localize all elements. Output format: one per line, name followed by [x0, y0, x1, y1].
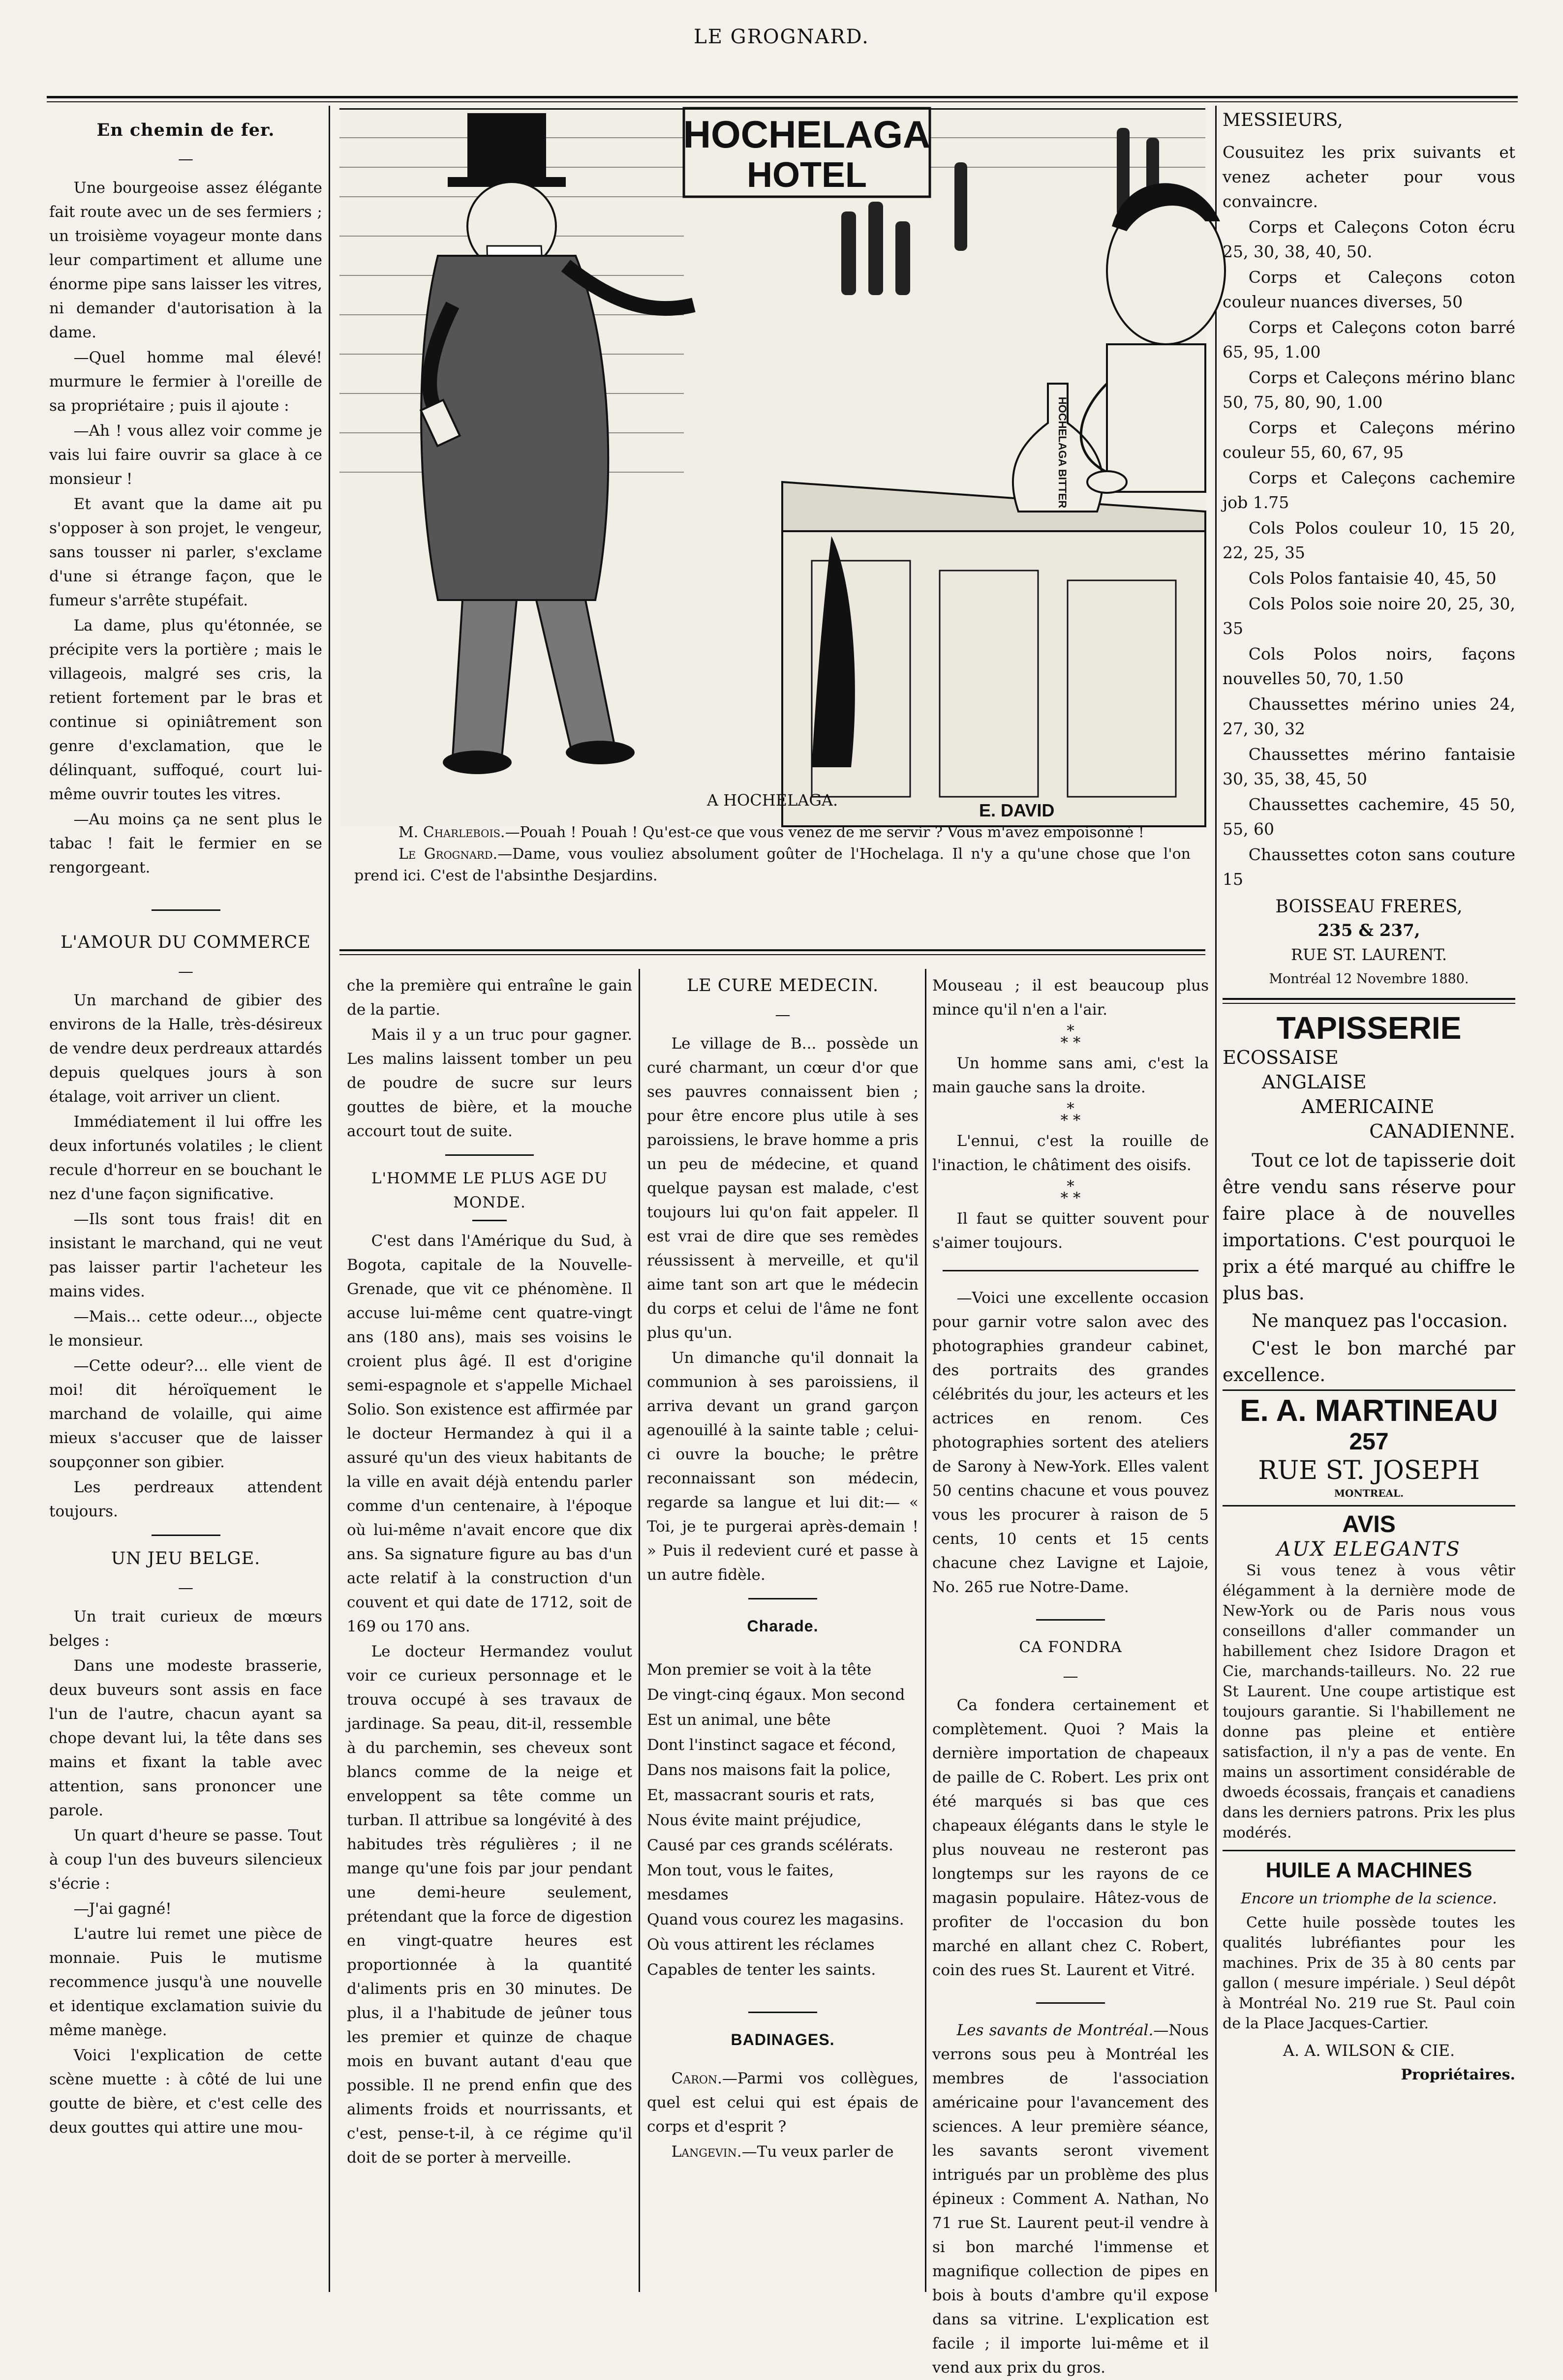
paragraph: —J'ai gagné!: [73, 1900, 172, 1918]
title-dash: —: [775, 1006, 791, 1024]
column-5: [1223, 108, 1515, 2287]
paragraph: Ca fondera certainement et complètement. Quoi ? Mais la dernière importation de chapeaux de paille de C. Robert. Les prix ont été marqués si bas que ces chapeaux élégants dans le style le plus nouveau ne resteront pas longtemps sur les rayons de ce magasin populaire. Hâtez-vous de profiter de l'occasion du bon marché en allant chez C. Robert, coin des rues St. Laurent et Vitré.: [932, 1696, 1209, 1979]
article-title: LE CURE MEDECIN.: [686, 976, 879, 995]
huile-subtitle: Encore un triomphe de la science.: [1241, 1890, 1497, 1907]
wilson-name: A. A. WILSON & CIE.: [1283, 2041, 1455, 2060]
top-rule-thin: [47, 101, 1518, 102]
charade-verse: [647, 1658, 919, 1982]
verse-line: Dans nos maisons fait la police,: [647, 1761, 891, 1779]
martineau-street: RUE ST. JOSEPH: [1258, 1456, 1480, 1485]
ad-intro: Cousuitez les prix suivants et venez acheter pour vous convaincre.: [1223, 143, 1515, 211]
price-list: [1223, 215, 1515, 892]
paragraph: Mouseau ; il est beaucoup plus mince qu'il n'en a l'air.: [932, 977, 1209, 1019]
caption-line-1: [354, 822, 1191, 844]
price-item: Corps et Caleçons cachemire job 1.75: [1223, 468, 1515, 512]
ad-heading: MESSIEURS,: [1223, 110, 1343, 130]
avis-subtitle: AUX ELEGANTS: [1277, 1538, 1461, 1561]
cartoon-bottom-rule-thin: [339, 954, 1205, 955]
tapisserie-body: [1223, 1147, 1515, 1388]
top-rule: [47, 96, 1518, 98]
article-title: UN JEU BELGE.: [111, 1549, 261, 1568]
column-3: [647, 974, 919, 2287]
paragraph: Un trait curieux de mœurs belges :: [49, 1608, 322, 1650]
martineau-city: MONTREAL.: [1334, 1487, 1404, 1499]
paragraph: Mais il y a un truc pour gagner. Les malins laissent tomber un peu de poudre de sucre sur leurs gouttes de bière, et la mouche accourt tout de suite.: [347, 1026, 632, 1140]
verse-line: Où vous attirent les réclames: [647, 1936, 875, 1954]
paragraph: [647, 2067, 919, 2139]
avis-title: AVIS: [1342, 1511, 1396, 1537]
ad-divider: [1223, 1505, 1515, 1506]
maxim: L'ennui, c'est la rouille de l'inaction, le châtiment des oisifs.: [932, 1132, 1209, 1174]
col-rule-1: [329, 106, 330, 2292]
sign-line-1: HOCHELAGA: [683, 113, 931, 156]
paragraph: Voici l'explication de cette scène muette : à côté de lui une goutte de bière, et c'est celle des deux gouttes qui attire une mou-: [49, 2047, 322, 2137]
col-rule-5: [1215, 106, 1217, 2292]
paragraph: —Voici une excellente occasion pour garnir votre salon avec des photographies grandeur cabinet, des portraits des grandes célébrités du jour, les acteurs et les actrices en renom. Ces photographies sortent des ateliers de Sarony à New-York. Elles valent 50 centins chacune et vous pouvez vous les procurer à raison de 5 cents, 10 cents et 15 cents chacune chez Lavigne et Lajoie, No. 265 rue Notre-Dame.: [932, 1289, 1209, 1596]
paragraph: —Cette odeur?... elle vient de moi! dit héroïquement le marchand de volaille, qui aime mieux s'accuser que de laisser soupçonner son gibier.: [49, 1357, 322, 1471]
paragraph: Un marchand de gibier des environs de la Halle, très-désireux de vendre deux perdreaux attardés depuis quelques jours à son étalage, voit arriver un client.: [49, 992, 322, 1106]
maxim: Il faut se quitter souvent pour s'aimer toujours.: [932, 1210, 1209, 1252]
title-dash: —: [1063, 1667, 1078, 1685]
title-dash: —: [178, 1579, 193, 1597]
wilson-proprietors: Propriétaires.: [1401, 2066, 1515, 2083]
firm-name: BOISSEAU FRERES,: [1275, 897, 1463, 917]
ad-divider: [1223, 998, 1515, 1000]
price-item: Corps et Caleçons Coton écru 25, 30, 38, 40, 50.: [1223, 217, 1515, 261]
stars-divider: * * *: [1060, 1100, 1081, 1129]
title-dash: —: [178, 963, 193, 980]
tapisserie-line: ECOSSAISE: [1223, 1047, 1339, 1068]
paragraph: —Ah ! vous allez voir comme je vais lui faire ouvrir sa glace à ce monsieur !: [49, 422, 322, 488]
paragraph: Un quart d'heure se passe. Tout à coup l'un des buveurs silencieux s'écrie :: [49, 1827, 322, 1893]
price-item: Corps et Caleçons mérino couleur 55, 60, 67, 95: [1223, 418, 1515, 462]
cartoon-bottom-rule: [339, 949, 1205, 951]
huile-title: HUILE A MACHINES: [1265, 1858, 1472, 1882]
cartoon: [339, 108, 1205, 826]
firm-street: RUE ST. LAURENT.: [1290, 945, 1447, 964]
paragraph-text: —Nous verrons sous peu à Montréal les membres de l'association américaine pour l'avancement des sciences. A leur première séance, les savants seront vivement intrigués par un problème des plus épineux : Comment A. Nathan, No 71 rue St. Laurent peut-il vendre à si bon marché l'immense et magnifique collection de pipes en bois à bouts d'ambre qu'il expose dans sa vitrine. L'explication est facile ; il importe lui-même et il vend aux prix du gros.: [932, 2021, 1209, 2377]
section-divider: [152, 1535, 220, 1536]
paragraph: Une bourgeoise assez élégante fait route avec un de ses fermiers ; un troisième voyageur monte dans leur compartiment et allume une énorme pipe sans laisser les vitres, ni demander d'autorisation à la dame.: [49, 179, 322, 341]
column-2: [347, 974, 632, 2287]
section-divider: [748, 2012, 817, 2013]
artist-signature: E. DAVID: [979, 800, 1055, 820]
verse-line: Dont l'instinct sagace et fécond,: [647, 1736, 896, 1754]
section-divider: [445, 1154, 534, 1156]
cartoon-frame: [339, 108, 1205, 110]
section-divider: [1036, 2002, 1105, 2004]
caption-text: —Pouah ! Pouah ! Qu'est-ce que vous venez de me servir ? Vous m'avez empoisonné !: [505, 824, 1144, 841]
speaker-name: Langevin.: [671, 2143, 742, 2161]
tapisserie-line: ANGLAISE: [1262, 1071, 1367, 1093]
title-rule: [472, 1220, 507, 1221]
stars-divider: * * *: [1060, 1022, 1081, 1052]
ad-divider-thin: [1223, 1003, 1515, 1004]
column-4: [932, 974, 1209, 2377]
caption-title: A HOCHELAGA.: [706, 791, 838, 810]
paragraph: Le village de B... possède un curé charmant, un cœur d'or que ses pauvres connaissent bien ; pour être encore plus utile à ses paroissiens, le brave homme a pris un peu de médecine, et quand quelque paysan est malade, c'est toujours lui qu'on fait appeler. Il est vrai de dire que ses remèdes réussissent à merveille, et qu'il aime tant son art que le médecin du corps et celui de l'âme ne font plus qu'un.: [647, 1035, 919, 1342]
tapisserie-line: AMERICAINE: [1301, 1096, 1435, 1117]
price-item: Cols Polos noirs, façons nouvelles 50, 70, 1.50: [1223, 644, 1515, 688]
dialogue-text: —Parmi vos collègues, quel est celui qui est épais de corps et d'esprit ?: [647, 2070, 919, 2136]
paragraph: —Au moins ça ne sent plus le tabac ! fait le fermier en se rengorgeant.: [49, 811, 322, 876]
paragraph-lead: Les savants de Montréal.: [956, 2021, 1154, 2039]
verse-line: Mon tout, vous le faites, mesdames: [647, 1862, 834, 1903]
speaker-name: M. Charlebois.: [398, 824, 505, 841]
price-item: Cols Polos soie noire 20, 25, 30, 35: [1223, 594, 1515, 638]
paragraph: Et avant que la dame ait pu s'opposer à son projet, le vengeur, sans tousser ni parler, s'exclame d'une si étrange façon, que le fumeur s'arrête stupéfait.: [49, 495, 322, 609]
price-item: Chaussettes mérino unies 24, 27, 30, 32: [1223, 694, 1515, 738]
price-item: Corps et Caleçons coton barré 65, 95, 1.00: [1223, 318, 1515, 362]
paragraph: Dans une modeste brasserie, deux buveurs sont assis en face l'un de l'autre, chacun ayant sa chope devant lui, la tête dans ses mains et fixant la table avec attention, sans prononcer une parole.: [49, 1657, 322, 1819]
verse-line: Causé par ces grands scélérats.: [647, 1837, 893, 1854]
dialogue-text: —Tu veux parler de: [741, 2143, 894, 2161]
martineau-name: E. A. MARTINEAU: [1223, 1389, 1515, 1429]
price-item: Chaussettes cachemire, 45 50, 55, 60: [1223, 795, 1515, 839]
paragraph: Le docteur Hermandez voulut voir ce curieux personnage et le trouva occupé à ses travaux de jardinage. Sa peau, dit-il, ressemble à du parchemin, ses cheveux sont blancs comme de la neige et enveloppent sa tête comme un turban. Il attribue sa longévité à des habitudes très régulières ; il ne mange qu'une fois par jour pendant une demi-heure seulement, prétendant que la force de digestion en vingt-quatre heures est proportionnée à la quantité d'aliments pris en 30 minutes. De plus, il a l'habitude de jeûner tous les premier et quinze de chaque mois en buvant autant d'eau que possible. Il ne prend enfin que des aliments froids et nourrissants, et c'est, pense-t-il, à ce régime qu'il doit de se porter à merveille.: [347, 1643, 632, 2167]
paragraph: Les perdreaux attendent toujours.: [49, 1478, 322, 1520]
verse-line: Quand vous courez les magasins.: [647, 1911, 904, 1928]
col-rule-2: [639, 969, 640, 2292]
cartoon-caption: [354, 789, 1191, 887]
section-divider: [152, 909, 220, 911]
article-title: CA FONDRA: [1019, 1638, 1122, 1656]
paragraph: La dame, plus qu'étonnée, se précipite vers la portière ; mais le villageois, malgré ses cris, la retient fortement par le bras et continue si opiniâtrement son genre d'exclamation, que le délinquant, suffoqué, court lui-même ouvrir toutes les vitres.: [49, 617, 322, 803]
stars-divider: * * *: [1060, 1177, 1081, 1207]
newspaper-title: LE GROGNARD.: [694, 26, 869, 48]
verse-line: Et, massacrant souris et rats,: [647, 1786, 875, 1804]
article-title: En chemin de fer.: [96, 120, 275, 140]
speaker-name: Caron.: [671, 2070, 722, 2087]
paragraph: Un dimanche qu'il donnait la communion à ses paroissiens, il arriva devant un grand garçon agenouillé à la sainte table ; celui-ci ouvre la bouche; le prêtre reconnaissant son médecin, regarde sa langue et lui dit:— « Toi, je te purgerai après-demain ! » Puis il redevient curé et passe à un autre fidèle.: [647, 1349, 919, 1584]
article-title: L'AMOUR DU COMMERCE: [61, 933, 311, 952]
column-1: [49, 113, 322, 2287]
paragraph: Immédiatement il lui offre les deux infortunés volatiles ; le client recule d'horreur en se bouchant le nez d'une façon significative.: [49, 1113, 322, 1203]
paragraph: [932, 2018, 1209, 2380]
price-item: Chaussettes mérino fantaisie 30, 35, 38, 45, 50: [1223, 745, 1515, 788]
masthead: [0, 26, 1563, 48]
paragraph: —Quel homme mal élevé! murmure le fermier à l'oreille de sa propriétaire ; puis il ajoute :: [49, 349, 322, 415]
section-divider: [1036, 1619, 1105, 1621]
article-title: BADINAGES.: [731, 2031, 835, 2049]
speaker-name: Le Grognard.: [398, 845, 498, 863]
section-divider: [748, 1598, 817, 1599]
martineau-number: 257: [1349, 1429, 1389, 1455]
sign-line-2: HOTEL: [747, 155, 867, 195]
tapisserie-line: CANADIENNE.: [1369, 1120, 1515, 1142]
paragraph: —Ils sont tous frais! dit en insistant le marchand, qui ne veut pas laisser partir l'acheteur les mains vides.: [49, 1210, 322, 1300]
price-item: Cols Polos fantaisie 40, 45, 50: [1248, 569, 1497, 588]
paragraph: —Mais... cette odeur..., objecte le monsieur.: [49, 1308, 322, 1350]
price-item: Corps et Caleçons coton couleur nuances diverses, 50: [1223, 268, 1515, 311]
article-title: L'HOMME LE PLUS AGE DU MONDE.: [371, 1170, 608, 1211]
paragraph: [647, 2140, 919, 2164]
col-rule-3: [925, 969, 926, 2292]
article-title: Charade.: [747, 1617, 819, 1635]
paragraph: che la première qui entraîne le gain de la partie.: [347, 977, 632, 1019]
paragraph: C'est dans l'Amérique du Sud, à Bogota, capitale de la Nouvelle-Grenade, que vit ce phénomène. Il accuse lui-même cent quatre-vingt ans (180 ans), mais ses voisins le croient plus âgé. Il est d'origine semi-espagnole et s'appelle Michael Solio. Son existence est affirmée par le docteur Hermandez à qui il a assuré qu'un des vieux habitants de la ville en avait déjà entendu parler comme d'un centenaire, à l'époque où lui-même n'avait encore que dix ans. Sa signature figure au bas d'un acte relatif à la construction d'un couvent et qui date de 1712, soit de 169 ou 170 ans.: [347, 1232, 632, 1635]
maxim: Un homme sans ami, c'est la main gauche sans la droite.: [932, 1054, 1209, 1096]
price-item: Chaussettes coton sans couture 15: [1223, 845, 1515, 889]
paragraph: C'est le bon marché par excellence.: [1223, 1338, 1515, 1386]
verse-line: Mon premier se voit à la tête: [647, 1661, 872, 1679]
caption-line-2: [354, 844, 1191, 887]
verse-line: Capables de tenter les saints.: [647, 1961, 876, 1979]
paragraph: Ne manquez pas l'occasion.: [1252, 1310, 1508, 1331]
verse-line: Nous évite maint préjudice,: [647, 1811, 861, 1829]
title-dash: —: [178, 150, 193, 168]
verse-line: De vingt-cinq égaux. Mon second: [647, 1686, 905, 1704]
ad-divider: [1223, 1850, 1515, 1851]
price-item: Cols Polos couleur 10, 15 20, 22, 25, 35: [1223, 518, 1515, 562]
ad-date: Montréal 12 Novembre 1880.: [1269, 971, 1469, 987]
section-divider: [943, 1270, 1198, 1271]
tapisserie-title: TAPISSERIE: [1276, 1010, 1462, 1046]
caption-text: —Dame, vous vouliez absolument goûter de l'Hochelaga. Il n'y a qu'une chose que l'on prend ici. C'est de l'absinthe Desjardins.: [354, 845, 1191, 884]
paragraph: Cette huile possède toutes les qualités lubréfiantes pour les machines. Prix de 35 à 80 cents par gallon ( mesure impériale. ) Seul dépôt à Montréal No. 219 rue St. Paul coin de la Place Jacques-Cartier.: [1223, 1914, 1515, 2032]
bottle-label: HOCHELAGA BITTER: [1056, 396, 1069, 509]
cartoon-illustration: [339, 108, 1205, 826]
price-item: Corps et Caleçons mérino blanc 50, 75, 80, 90, 1.00: [1223, 368, 1515, 412]
firm-address-number: 235 & 237,: [1318, 921, 1420, 940]
paragraph: Si vous tenez à vous vêtir élégamment à la dernière mode de New-York ou de Paris nous vous conseillons d'aller commander un habillement chez Isidore Dragon et Cie, marchands-tailleurs. No. 22 rue St Laurent. Une coupe artistique est toujours garantie. Si l'habillement ne donne pas pleine et entière satisfaction, il n'y a pas de vente. En mains un assortiment considérable de dwoeds écossais, français et canadiens dans les derniers patrons. Prix les plus modérés.: [1223, 1562, 1515, 1841]
paragraph: Tout ce lot de tapisserie doit être vendu sans réserve pour faire place à de nouvelles importations. C'est pourquoi le prix a été marqué au chiffre le plus bas.: [1223, 1150, 1515, 1304]
paragraph: L'autre lui remet une pièce de monnaie. Puis le mutisme recommence jusqu'à une nouvelle et identique exclamation suivie du même manège.: [49, 1925, 322, 2039]
verse-line: Est un animal, une bête: [647, 1711, 831, 1729]
